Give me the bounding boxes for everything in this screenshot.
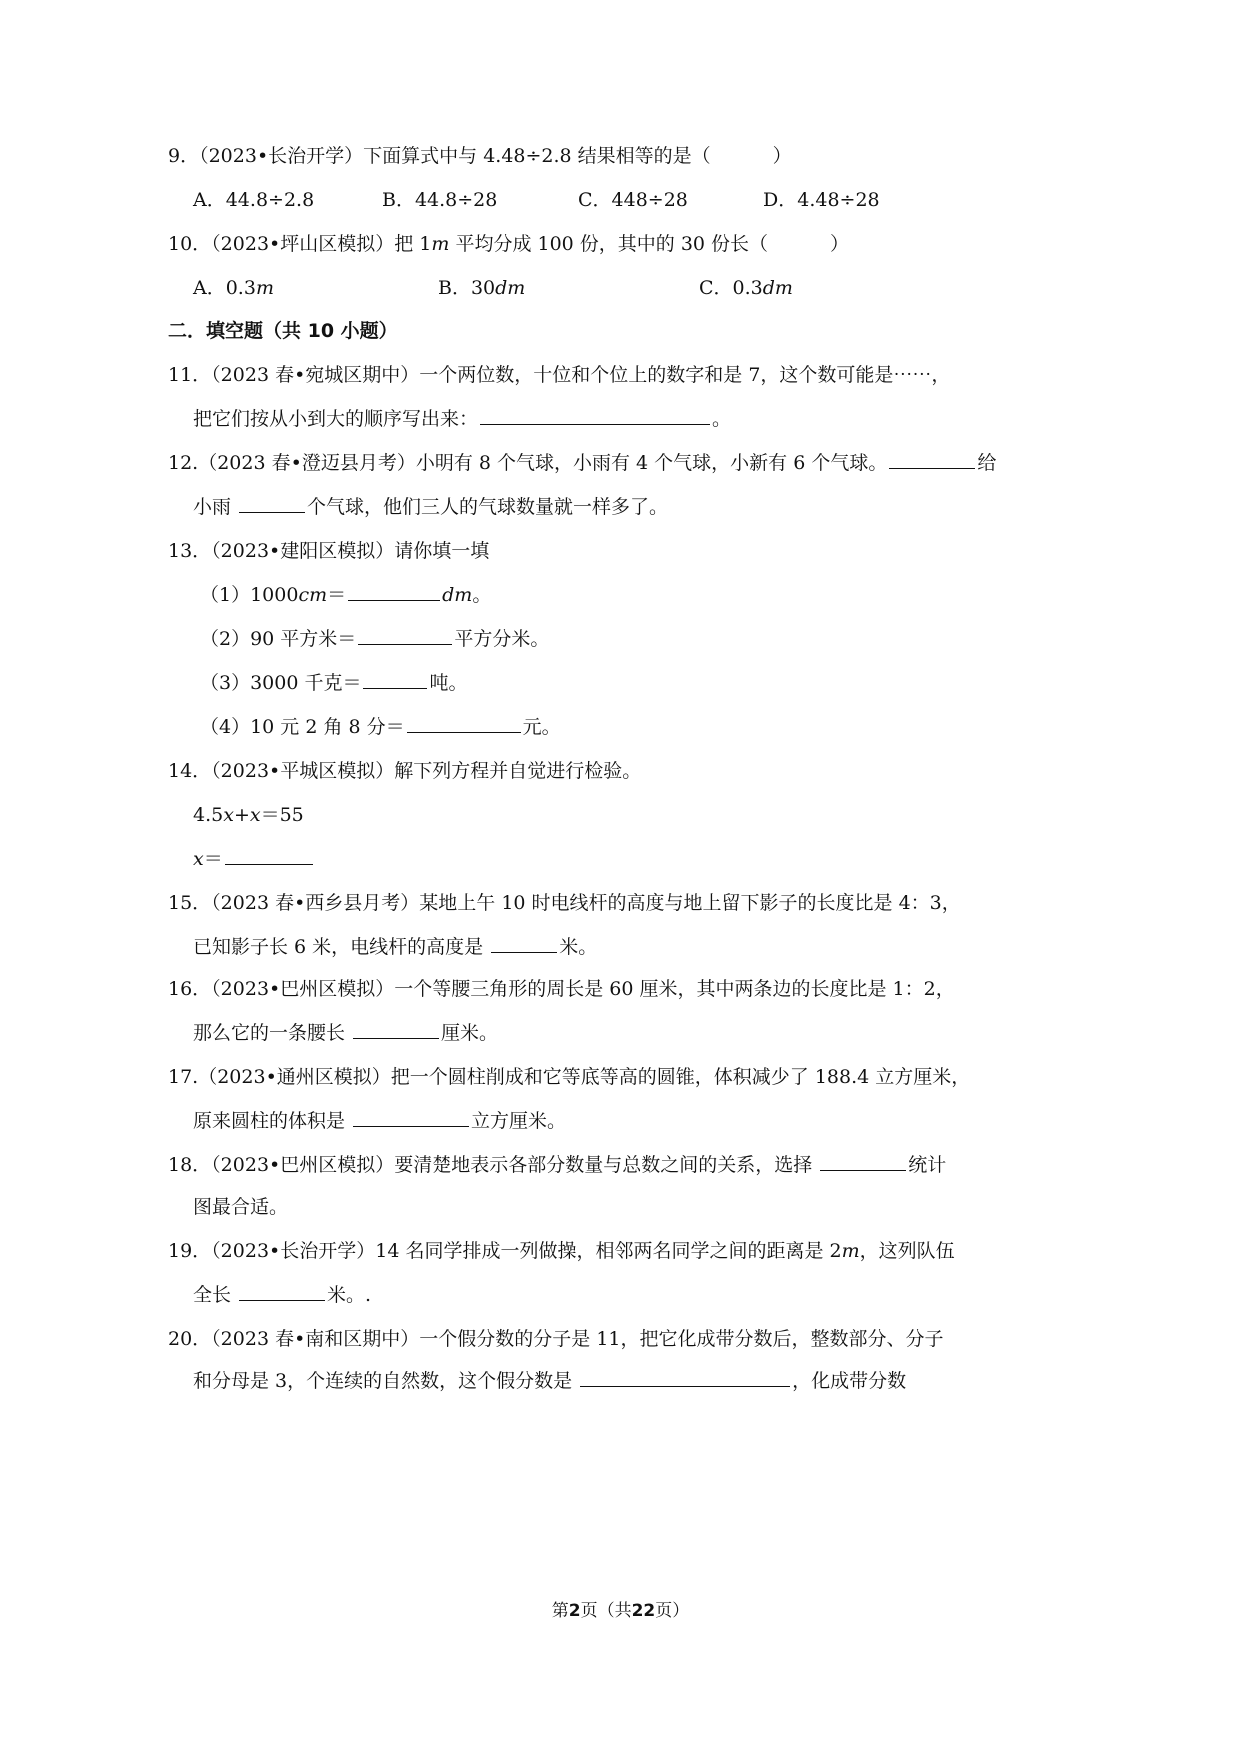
question-14-answer: x＝ [193, 846, 315, 872]
question-9: 9．（2023•长治开学）下面算式中与 4.48÷2.8 结果相等的是（ ） [168, 145, 792, 167]
answer-blank[interactable] [239, 494, 305, 513]
question-16-line1: 16．（2023•巴州区模拟）一个等腰三角形的周长是 60 厘米，其中两条边的长度比是 1：2， [168, 978, 955, 1000]
question-9-stem: 9．（2023•长治开学）下面算式中与 4.48÷2.8 结果相等的是（ [168, 145, 711, 167]
question-11-line2: 把它们按从小到大的顺序写出来： 。 [193, 408, 732, 430]
question-12-line1: 12.（2023 春•澄迈县月考）小明有 8 个气球，小雨有 4 个气球，小新有 6 个气球。 给 [168, 452, 997, 474]
question-12-line2: 小雨 个气球，他们三人的气球数量就一样多了。 [193, 496, 669, 518]
answer-blank[interactable] [225, 846, 313, 865]
question-15-line1: 15．（2023 春•西乡县月考）某地上午 10 时电线杆的高度与地上留下影子的长度比是 4：3， [168, 892, 961, 914]
answer-blank[interactable] [358, 626, 452, 645]
answer-blank[interactable] [820, 1152, 906, 1171]
q10-option-a: A．0.3m [193, 277, 274, 299]
question-18-line2: 图最合适。 [193, 1196, 289, 1218]
section-heading: 二．填空题（共 10 小题） [168, 320, 398, 342]
question-18-line1: 18．（2023•巴州区模拟）要清楚地表示各部分数量与总数之间的关系，选择 统计 [168, 1154, 947, 1176]
question-13-part3: （3）3000 千克＝ 吨。 [200, 672, 468, 694]
question-14-stem: 14．（2023•平城区模拟）解下列方程并自觉进行检验。 [168, 760, 642, 782]
question-17-line2: 原来圆柱的体积是 立方厘米。 [193, 1110, 567, 1132]
answer-blank[interactable] [491, 934, 557, 953]
answer-blank[interactable] [353, 1020, 439, 1039]
q9-option-b: B．44.8÷28 [382, 189, 498, 211]
question-13-part2: （2）90 平方米＝ 平方分米。 [200, 628, 550, 650]
question-17-line1: 17.（2023•通州区模拟）把一个圆柱削成和它等底等高的圆锥，体积减少了 188.4 立方厘米， [168, 1066, 971, 1088]
question-14-equation: 4.5x+x＝55 [193, 804, 304, 826]
question-13-part1: （1）1000cm＝ dm。 [200, 584, 492, 606]
q9-option-d: D．4.48÷28 [763, 189, 880, 211]
page-number: 2 [568, 1601, 581, 1621]
question-11-line1: 11．（2023 春•宛城区期中）一个两位数，十位和个位上的数字和是 7，这个数可能是⋯⋯， [168, 364, 951, 386]
question-13-stem: 13．（2023•建阳区模拟）请你填一填 [168, 540, 490, 562]
question-19-line1: 19．（2023•长治开学）14 名同学排成一列做操，相邻两名同学之间的距离是 2m，这列队伍 [168, 1240, 955, 1262]
page-footer: 第2页（共22页） [551, 1601, 690, 1621]
answer-blank[interactable] [580, 1368, 790, 1387]
answer-blank[interactable] [239, 1282, 325, 1301]
q10-option-b: B．30dm [438, 277, 526, 299]
answer-blank[interactable] [363, 670, 427, 689]
answer-blank[interactable] [407, 714, 521, 733]
question-20-line2: 和分母是 3，个连续的自然数，这个假分数是 ，化成带分数 [193, 1370, 907, 1392]
answer-blank[interactable] [353, 1108, 469, 1127]
answer-blank[interactable] [889, 450, 975, 469]
q9-option-c: C．448÷28 [578, 189, 688, 211]
answer-blank[interactable] [348, 582, 440, 601]
page-total: 22 [631, 1601, 656, 1621]
q10-option-c: C．0.3dm [699, 277, 793, 299]
answer-blank[interactable] [480, 406, 710, 425]
question-13-part4: （4）10 元 2 角 8 分＝ 元。 [200, 716, 561, 738]
question-19-line2: 全长 米。. [193, 1284, 372, 1306]
q9-option-a: A．44.8÷2.8 [193, 189, 315, 211]
question-10: 10．（2023•坪山区模拟）把 1m 平均分成 100 份，其中的 30 份长（ ） [168, 233, 850, 255]
question-16-line2: 那么它的一条腰长 厘米。 [193, 1022, 499, 1044]
question-20-line1: 20．（2023 春•南和区期中）一个假分数的分子是 11，把它化成带分数后，整数部分、分子 [168, 1328, 944, 1350]
question-15-line2: 已知影子长 6 米，电线杆的高度是 米。 [193, 936, 598, 958]
